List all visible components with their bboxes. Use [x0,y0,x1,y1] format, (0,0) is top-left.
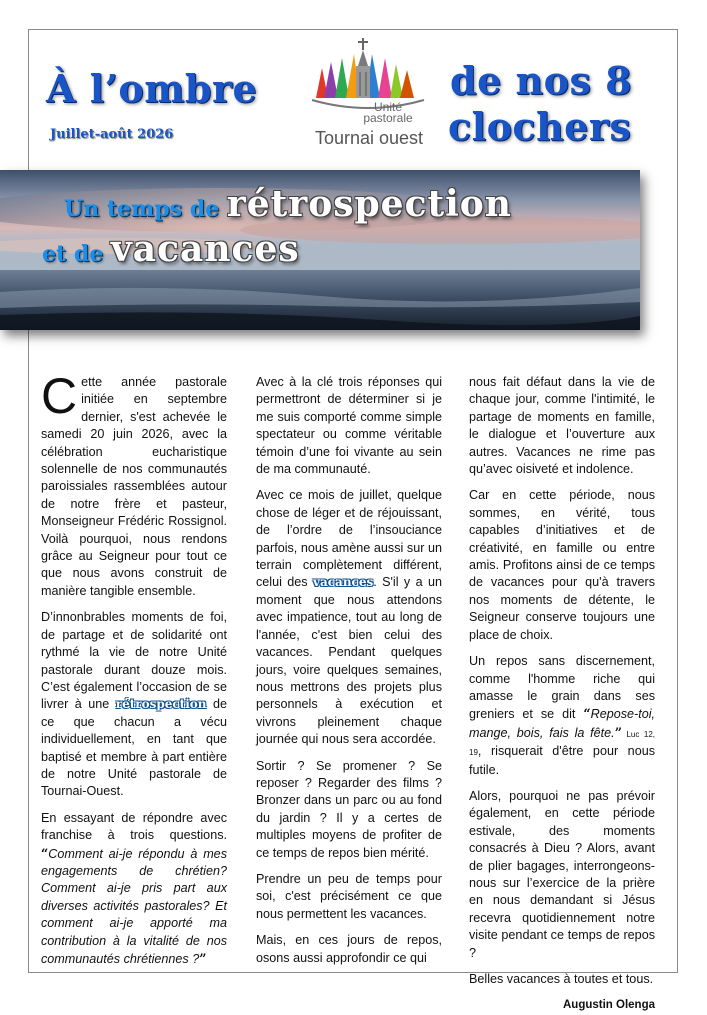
paragraph-2-text-b: de ce que chacun a vécu individuellement, en tant que baptisé et membre à part entière de notre Unité pastorale de Tournai-Ouest. [41,697,227,799]
keyword-retrospection: rétrospection [115,697,207,712]
banner-title-line2-big: vacances [110,228,300,270]
article-column-2 [256,374,442,976]
author-signature: Augustin Olenga [563,999,655,1012]
paragraph-5-text-b: . S'il y a un moment que nous attendons avec impatience, tout au long de l'année, c'est bien celui des vacances. Pendant quelques jours, voire quelques semaines, nous mettrons des projets plus personnels à exécution et vivrons pleinement chaque journée qui nous sera accordée. [256,575,442,747]
paragraph-11-text-a: Un repos sans discernement, comme l'homme riche qui amasse le grain dans ses greniers et se dit [469,654,655,722]
banner-title-line1-big: rétrospection [226,183,512,225]
keyword-vacances: vacances [312,575,374,590]
article-column-1 [41,368,227,977]
logo-word-pastorale: pastorale [363,111,413,125]
paragraph-9: nous fait défaut dans la vie de chaque jour, comme l'intimité, le partage de moments en famille, le dialogue et l’ouverture aux autres. Vacances ne rime pas qu’avec oisiveté et indolence. [469,375,655,477]
paragraph-2 [41,609,227,800]
bible-reference: Luc 12, 19 [469,729,655,758]
paragraph-4: Avec à la clé trois réponses qui permettront de déterminer si je me suis comporté comme simple spectateur ou comme véritable témoin d’une foi vivante au sein de ma communauté. [256,375,442,477]
paragraph-6: Sortir ? Se promener ? Se reposer ? Regarder des films ? Bronzer dans un parc ou au fond du jardin ? Il y a certes de multiples moyens de profiter de ce temps de repos bien mérité. [256,758,442,860]
paragraph-11-quote: Repose-toi, mange, bois, fais la fête. [469,707,655,740]
quote-close: ” [199,951,207,966]
masthead-title-left: À l’ombre [46,66,258,111]
paragraph-13: Belles vacances à toutes et tous. [469,972,654,986]
quote-close: ” [614,724,622,740]
paragraph-12: Alors, pourquoi ne pas prévoir également, en cette période estivale, des moments consacrés à Dieu ? Alors, avant de plier bagages, interrongeons-nous sur l’exercice de la prière en nous demandant si Jésus recevra quotidiennement notre visite pendant ce temps de repos ? [469,788,655,960]
paragraph-7: Prendre un peu de temps pour soi, c'est précisément ce que nous permettent les vacances. [256,871,442,921]
paragraph-11-text-b: , risquerait d'être pour nous futile. [469,744,655,777]
drop-cap: C [41,368,78,424]
banner-title-line2 [42,228,300,270]
logo-text-unite [338,102,438,124]
paragraph-11 [469,653,655,779]
paragraph-1 [41,368,227,600]
banner-title-line1-small: Un temps de [64,196,227,222]
logo-text-tournai: Tournai ouest [314,128,424,148]
paragraph-3 [41,810,227,969]
paragraph-3-text: En essayant de répondre avec franchise à trois questions. [41,810,227,843]
paragraph-1-text: ette année pastorale initiée en septembre dernier, s'est achevée le samedi 20 juin 2026, avec la célébration eucharistique solennelle de nos communautés paroissiales rassemblées autour de notre frère et pasteur, Monseigneur Frédéric Rossignol. Voilà pourquoi, nous rendons grâce au Seigneur pour tout ce que nous avons construit de manière tangible ensemble. [41,375,227,598]
masthead-title-right-line2: clochers [448,104,632,149]
banner-title-line2-small: et de [42,241,111,267]
paragraph-8: Mais, en ces jours de repos, osons aussi approfondir ce qui [256,933,442,965]
paragraph-3-quote: Comment ai-je répondu à mes engagements de chrétien? Comment ai-je pris part aux diverses activités pastorales? Et comment ai-je apporté ma contribution à la vitalité de nos communautés chrétiennes ? [41,846,227,966]
masthead-title-right-line1: de nos 8 [450,58,633,103]
paragraph-5-text-a: Avec ce mois de juillet, quelque chose de léger et de réjouissant, de l’ordre de l’insouciance parfois, nous amène aussi sur un terrain complètement différent, celui des [256,488,442,590]
paragraph-10: Car en cette période, nous sommes, en vérité, tous capables d’initiatives et de créativité, en famille ou entre amis. Profitons ainsi de ce temps de vacances pour qu'à travers nos moments de détente, le Seigneur conserve toujours une place de choix. [469,488,655,642]
quote-open: “ [41,845,49,861]
logo-word-unite: Unité [373,100,402,114]
banner-title-line1 [64,183,512,225]
issue-date: Juillet-août 2026 [50,127,174,142]
quote-open: “ [583,706,591,722]
article-column-3 [469,374,655,1015]
paragraph-5 [256,487,442,748]
paragraph-2-text-a: D’innonbrables moments de foi, de partage et de solidarité ont rythmé la vie de notre Unité pastorale durant douze mois. C’est également l’occasion de se livrer à une [41,610,227,712]
